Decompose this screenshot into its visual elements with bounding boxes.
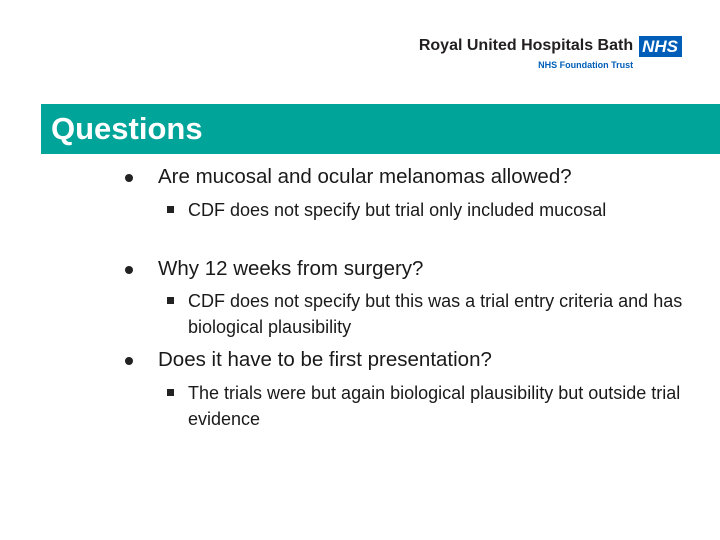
square-bullet-icon (167, 389, 174, 396)
nhs-badge: NHS (639, 36, 682, 57)
logo-trust-name: Royal United Hospitals Bath (418, 37, 634, 54)
logo-trust-subtitle: NHS Foundation Trust (538, 60, 634, 70)
bullet-text: Why 12 weeks from surgery? (158, 257, 424, 280)
round-bullet-icon (125, 357, 133, 365)
bullet-text: Does it have to be first presentation? (158, 348, 492, 371)
square-bullet-icon (167, 206, 174, 213)
bullet-text: Are mucosal and ocular melanomas allowed? (158, 165, 572, 188)
sub-bullet-text: CDF does not specify but this was a trial entry criteria and has biological plausibility (188, 291, 683, 337)
logo-text-block (419, 36, 633, 71)
trust-logo (419, 36, 682, 71)
square-bullet-icon (167, 297, 174, 304)
round-bullet-icon (125, 266, 133, 274)
sub-bullet-text: CDF does not specify but trial only included mucosal (188, 200, 607, 220)
sub-bullet-text: The trials were but again biological plausibility but outside trial evidence (188, 383, 681, 429)
round-bullet-icon (125, 174, 133, 182)
title-bar (41, 104, 720, 154)
slide-title: Questions (51, 111, 203, 146)
